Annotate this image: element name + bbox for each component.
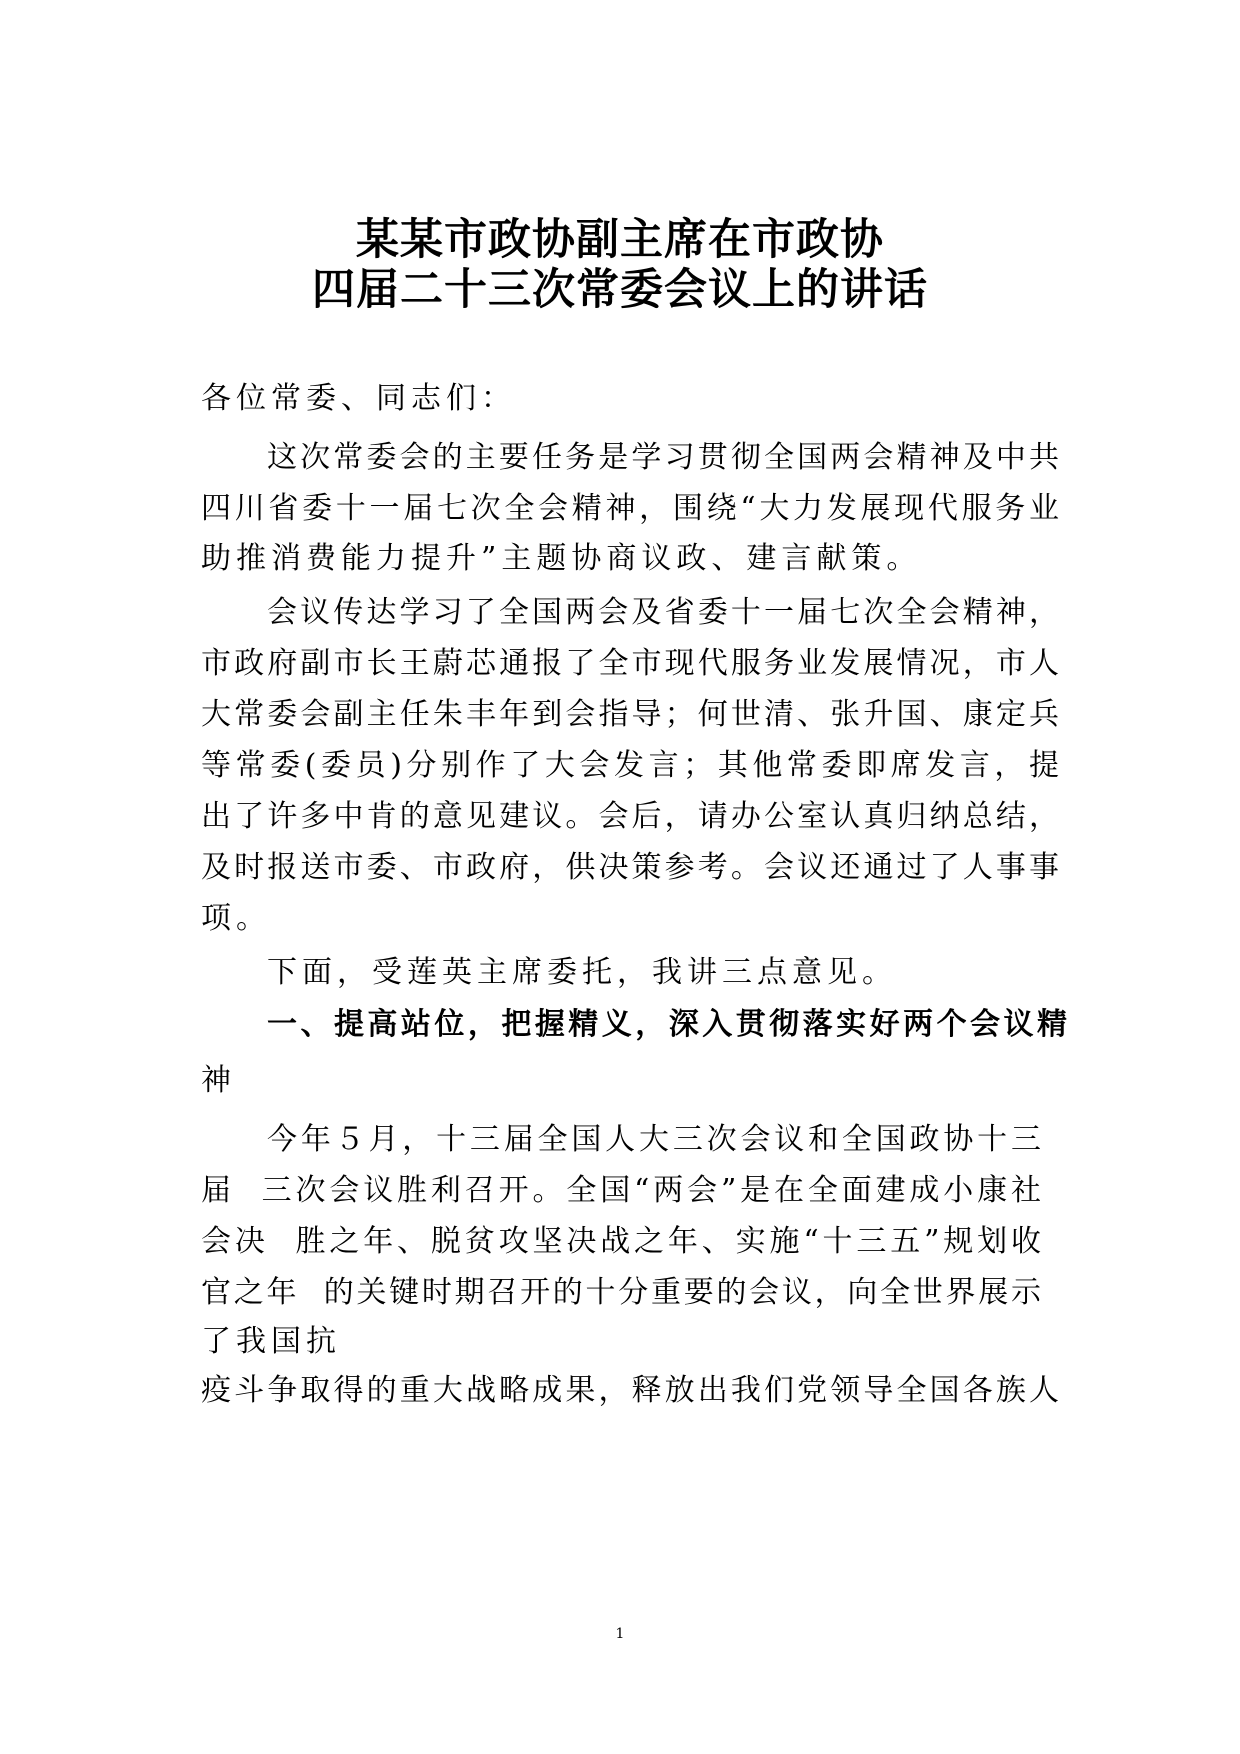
paragraph-2-line: 会议传达学习了全国两会及省委十一届七次全会精神， (267, 595, 1059, 630)
paragraph-2-line: 市政府副市长王蔚芯通报了全市现代服务业发展情况，市人 (201, 646, 1059, 681)
paragraph-2-line: 等常委(委员)分别作了大会发言；其他常委即席发言，提 (201, 748, 1059, 783)
paragraph-2-line: 出了许多中肯的意见建议。会后，请办公室认真归纳总结， (201, 799, 1059, 834)
paragraph-3: 下面，受莲英主席委托，我讲三点意见。 (267, 955, 897, 990)
document-title-line-1: 某某市政协副主席在市政协 (356, 215, 884, 265)
paragraph-2-line: 及时报送市委、市政府，供决策参考。会议还通过了人事事 (201, 850, 1059, 885)
paragraph-4-line: 疫斗争取得的重大战略成果，释放出我们党领导全国各族人 (201, 1373, 1059, 1408)
paragraph-2-line: 大常委会副主任朱丰年到会指导；何世清、张升国、康定兵 (201, 697, 1059, 732)
paragraph-4-line: 届 三次会议胜利召开。全国“两会”是在全面建成小康社 (201, 1173, 1041, 1208)
paragraph-1-line: 这次常委会的主要任务是学习贯彻全国两会精神及中共 (267, 440, 1059, 475)
paragraph-4-line: 官之年 的关键时期召开的十分重要的会议，向全世界展示 (201, 1275, 1041, 1310)
section-heading-1: 一、提高站位，把握精义，深入贯彻落实好两个会议精 (267, 1007, 1067, 1042)
page-number: 1 (615, 1626, 625, 1642)
paragraph-4-line: 今年５月，十三届全国人大三次会议和全国政协十三 (267, 1122, 1041, 1157)
salutation: 各位常委、同志们： (201, 381, 516, 416)
section-heading-1-continuation: 神 (201, 1063, 231, 1098)
paragraph-1-line: 四川省委十一届七次全会精神，围绕“大力发展现代服务业 (201, 491, 1059, 526)
paragraph-4-line: 会决 胜之年、脱贫攻坚决战之年、实施“十三五”规划收 (201, 1224, 1041, 1259)
document-title-line-2: 四届二十三次常委会议上的讲话 (312, 265, 928, 315)
paragraph-4-line: 了我国抗 (201, 1324, 341, 1359)
paragraph-2-line: 项。 (201, 901, 271, 936)
paragraph-1-line: 助推消费能力提升”主题协商议政、建言献策。 (201, 541, 922, 576)
